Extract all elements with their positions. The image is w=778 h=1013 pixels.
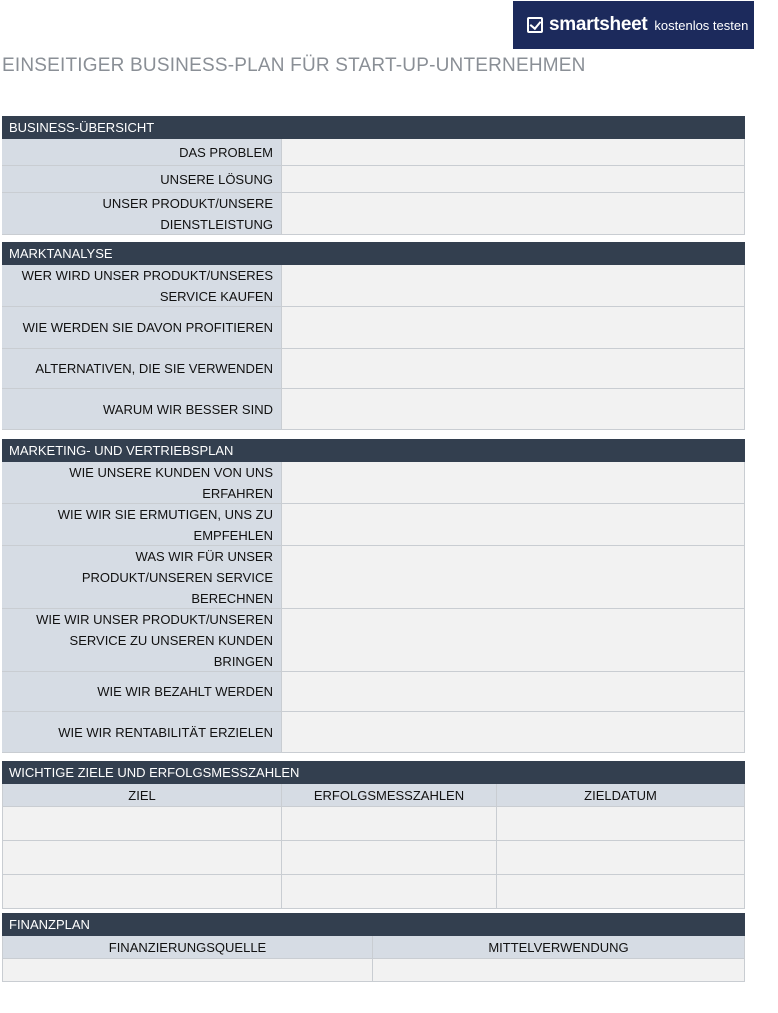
table-cell[interactable] [373, 959, 745, 981]
form-row [2, 193, 745, 235]
row-value-cell[interactable] [282, 609, 745, 671]
form-row [2, 672, 745, 712]
section-finance-plan [2, 913, 745, 982]
section-header: MARKETING- UND VERTRIEBSPLAN [2, 439, 745, 462]
table-cell[interactable] [282, 841, 497, 874]
row-label: ALTERNATIVEN, DIE SIE VERWENDEN [2, 349, 282, 388]
column-header: FINANZIERUNGSQUELLE [2, 936, 373, 958]
row-value-cell[interactable] [282, 712, 745, 752]
row-label: WIE WIR BEZAHLT WERDEN [2, 672, 282, 711]
table-row [2, 841, 745, 875]
table-cell[interactable] [497, 807, 745, 840]
form-row [2, 139, 745, 166]
row-value-cell[interactable] [282, 672, 745, 711]
column-header: ZIELDATUM [497, 784, 745, 806]
form-row [2, 546, 745, 609]
row-label: WIE WIR UNSER PRODUKT/UNSEREN SERVICE ZU UNSEREN KUNDEN BRINGEN [2, 609, 282, 671]
table-cell[interactable] [2, 875, 282, 908]
form-row [2, 609, 745, 672]
banner-cta: kostenlos testen [654, 17, 749, 33]
row-label: WIE WIR RENTABILITÄT ERZIELEN [2, 712, 282, 752]
row-value-cell[interactable] [282, 265, 745, 306]
table-row [2, 875, 745, 909]
row-label: WAS WIR FÜR UNSER PRODUKT/UNSEREN SERVICE BERECHNEN [2, 546, 282, 608]
row-value-cell[interactable] [282, 166, 745, 192]
table-row [2, 959, 745, 982]
table-header-row [2, 784, 745, 807]
section-business-overview [2, 116, 745, 235]
row-value-cell[interactable] [282, 349, 745, 388]
section-header: BUSINESS-ÜBERSICHT [2, 116, 745, 139]
row-label: UNSERE LÖSUNG [2, 166, 282, 192]
form-row [2, 504, 745, 546]
row-value-cell[interactable] [282, 389, 745, 429]
row-value-cell[interactable] [282, 504, 745, 545]
column-header: MITTELVERWENDUNG [373, 936, 745, 958]
section-header: MARKTANALYSE [2, 242, 745, 265]
page-title: EINSEITIGER BUSINESS-PLAN FÜR START-UP-UNTERNEHMEN [2, 55, 586, 76]
table-cell[interactable] [497, 841, 745, 874]
table-cell[interactable] [497, 875, 745, 908]
column-header: ERFOLGSMESSZAHLEN [282, 784, 497, 806]
section-goals-metrics [2, 761, 745, 909]
section-header: FINANZPLAN [2, 913, 745, 936]
row-value-cell[interactable] [282, 193, 745, 234]
section-market-analysis [2, 242, 745, 430]
form-row [2, 462, 745, 504]
section-header: WICHTIGE ZIELE UND ERFOLGSMESSZAHLEN [2, 761, 745, 784]
section-marketing-sales [2, 439, 745, 753]
row-label: WARUM WIR BESSER SIND [2, 389, 282, 429]
table-row [2, 807, 745, 841]
table-cell[interactable] [282, 875, 497, 908]
table-cell[interactable] [2, 807, 282, 840]
row-label: WIE WIR SIE ERMUTIGEN, UNS ZU EMPFEHLEN [2, 504, 282, 545]
row-label: DAS PROBLEM [2, 139, 282, 165]
form-row [2, 389, 745, 430]
row-label: UNSER PRODUKT/UNSERE DIENSTLEISTUNG [2, 193, 282, 234]
row-value-cell[interactable] [282, 462, 745, 503]
smartsheet-logo-icon [527, 17, 543, 33]
banner-brand: smartsheet [549, 14, 648, 35]
row-label: WIE WERDEN SIE DAVON PROFITIEREN [2, 307, 282, 348]
smartsheet-banner[interactable] [513, 1, 754, 49]
form-row [2, 712, 745, 753]
table-cell[interactable] [2, 841, 282, 874]
form-row [2, 265, 745, 307]
row-value-cell[interactable] [282, 546, 745, 608]
row-value-cell[interactable] [282, 139, 745, 165]
column-header: ZIEL [2, 784, 282, 806]
table-cell[interactable] [282, 807, 497, 840]
table-header-row [2, 936, 745, 959]
row-label: WIE UNSERE KUNDEN VON UNS ERFAHREN [2, 462, 282, 503]
form-row [2, 307, 745, 349]
form-row [2, 349, 745, 389]
row-label: WER WIRD UNSER PRODUKT/UNSERES SERVICE KAUFEN [2, 265, 282, 306]
row-value-cell[interactable] [282, 307, 745, 348]
table-cell[interactable] [2, 959, 373, 981]
form-row [2, 166, 745, 193]
